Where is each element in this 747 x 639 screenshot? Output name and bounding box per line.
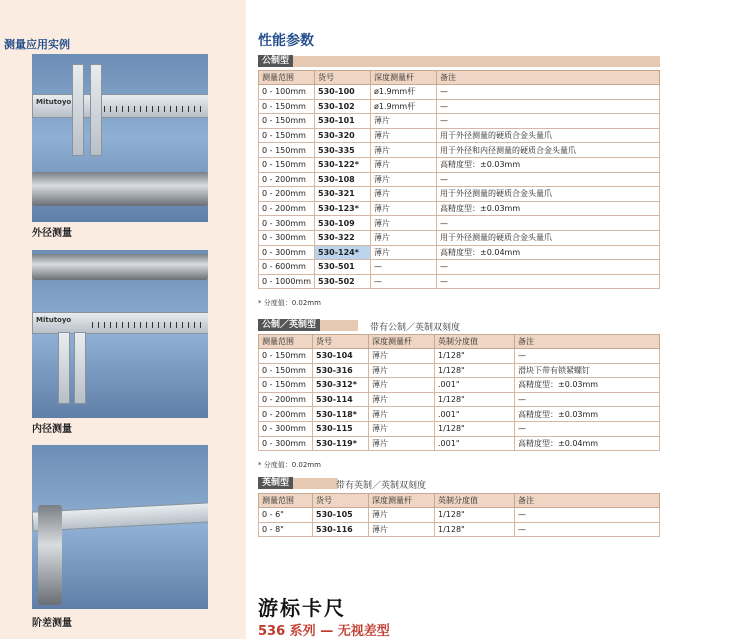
table-cell: 薄片 (369, 392, 435, 407)
workpiece-cylinder (32, 254, 208, 280)
part-number-cell: 530-116 (313, 522, 369, 537)
part-number-cell: 530-502 (315, 274, 371, 289)
table-cell: 0 - 8" (259, 522, 313, 537)
table-row (259, 143, 660, 158)
table-cell: — (515, 508, 660, 523)
table-cell: 薄片 (369, 349, 435, 364)
part-number-cell: 530-102 (315, 99, 371, 114)
table-cell: 0 - 150mm (259, 349, 313, 364)
table-cell: 高精度型：±0.03mm (515, 378, 660, 393)
table-row (259, 99, 660, 114)
table-row (259, 436, 660, 451)
part-number-cell: 530-104 (313, 349, 369, 364)
table-row (259, 114, 660, 129)
column-header: 货号 (315, 71, 371, 85)
metric-inch-table (258, 334, 660, 451)
table-cell: — (515, 421, 660, 436)
table-cell: 薄片 (371, 157, 437, 172)
column-header: 深度测量杆 (371, 71, 437, 85)
table-cell: 薄片 (369, 522, 435, 537)
part-number-cell: 530-100 (315, 85, 371, 100)
part-number-cell: 530-322 (315, 230, 371, 245)
table-cell: 0 - 6" (259, 508, 313, 523)
table-cell: 0 - 150mm (259, 99, 315, 114)
table-cell: .001" (435, 407, 515, 422)
table-cell: 薄片 (369, 421, 435, 436)
part-number-cell: 530-316 (313, 363, 369, 378)
table-cell: 高精度型：±0.03mm (437, 157, 660, 172)
column-header: 备注 (515, 335, 660, 349)
part-number-cell: 530-105 (313, 508, 369, 523)
table-cell: 0 - 200mm (259, 392, 313, 407)
caption-outer: 外径测量 (32, 228, 72, 239)
table-cell: — (437, 114, 660, 129)
table-row (259, 216, 660, 231)
inch-table (258, 493, 660, 537)
part-number-cell: 530-119* (313, 436, 369, 451)
column-header: 备注 (437, 71, 660, 85)
table-cell: 滑块下带有锁紧螺钉 (515, 363, 660, 378)
table-cell: — (515, 522, 660, 537)
part-number-cell: 530-118* (313, 407, 369, 422)
part-number-cell: 530-109 (315, 216, 371, 231)
table-cell: 用于外径测量的硬质合金头量爪 (437, 230, 660, 245)
table-cell: 薄片 (371, 187, 437, 202)
table-cell: — (437, 85, 660, 100)
table-cell: 0 - 150mm (259, 363, 313, 378)
column-header: 测量范围 (259, 71, 315, 85)
caliper-scale (92, 322, 202, 328)
caliper-jaw (72, 64, 84, 156)
table-cell: 高精度型：±0.03mm (437, 201, 660, 216)
inner-diameter-photo (32, 250, 208, 418)
table-cell: — (437, 99, 660, 114)
table-row (259, 85, 660, 100)
table-cell: 0 - 300mm (259, 245, 315, 260)
caliper-jaw (58, 332, 70, 404)
table-row (259, 187, 660, 202)
table-cell: — (515, 349, 660, 364)
part-number-cell: 530-122* (315, 157, 371, 172)
caliper-jaw (90, 64, 102, 156)
table-cell: ø1.9mm杆 (371, 99, 437, 114)
table-row (259, 363, 660, 378)
metric-inch-tag: 公制／英制型 (258, 319, 320, 331)
inch-tag: 英制型 (258, 477, 293, 489)
table-cell: 1/128" (435, 363, 515, 378)
column-header: 深度测量杆 (369, 335, 435, 349)
table-cell: 1/128" (435, 392, 515, 407)
table-cell: 0 - 150mm (259, 378, 313, 393)
table-cell: 高精度型：±0.04mm (437, 245, 660, 260)
table-cell: 0 - 200mm (259, 187, 315, 202)
table-row (259, 201, 660, 216)
metric-tag: 公制型 (258, 55, 293, 67)
column-header: 测量范围 (259, 335, 313, 349)
metric-band (258, 56, 660, 67)
part-number-cell: 530-101 (315, 114, 371, 129)
part-number-cell: 530-321 (315, 187, 371, 202)
table-cell: 薄片 (369, 378, 435, 393)
table-cell: 0 - 150mm (259, 128, 315, 143)
spec-title: 性能参数 (258, 33, 314, 49)
table-cell: 0 - 300mm (259, 436, 313, 451)
table-cell: 薄片 (371, 143, 437, 158)
caption-inner: 内径测量 (32, 424, 72, 435)
workpiece-cylinder (32, 172, 208, 206)
table-cell: — (515, 392, 660, 407)
table-row (259, 378, 660, 393)
application-examples-panel (0, 0, 246, 639)
table-cell: 0 - 300mm (259, 216, 315, 231)
table-cell: .001" (435, 436, 515, 451)
series-title: 536 系列 — 无视差型 (258, 624, 390, 639)
table-cell: — (371, 260, 437, 275)
table-cell: 0 - 600mm (259, 260, 315, 275)
table-cell: 0 - 200mm (259, 201, 315, 216)
table-cell: 1/128" (435, 349, 515, 364)
table-cell: 薄片 (371, 216, 437, 231)
table-cell: 薄片 (371, 245, 437, 260)
column-header: 货号 (313, 494, 369, 508)
table-cell: 薄片 (371, 114, 437, 129)
metric-note: * 分度值：0.02mm (258, 299, 321, 307)
table-row (259, 172, 660, 187)
inch-tag-note: 带有英制／英制双刻度 (336, 481, 427, 491)
brand-logo: Mitutoyo (36, 98, 72, 106)
table-row (259, 508, 660, 523)
metric-inch-tag-note: 带有公制／英制双刻度 (370, 323, 461, 333)
table-row (259, 245, 660, 260)
part-number-cell: 530-114 (313, 392, 369, 407)
table-cell: 薄片 (369, 436, 435, 451)
table-cell: — (437, 216, 660, 231)
application-section-title: 测量应用实例 (4, 38, 70, 51)
metric-inch-note: * 分度值：0.02mm (258, 461, 321, 469)
table-cell: 0 - 150mm (259, 114, 315, 129)
table-row (259, 407, 660, 422)
table-cell: 薄片 (371, 230, 437, 245)
table-cell: 薄片 (369, 407, 435, 422)
part-number-cell: 530-124* (315, 245, 371, 260)
product-title: 游标卡尺 (258, 596, 346, 620)
table-row (259, 421, 660, 436)
table-cell: 高精度型：±0.03mm (515, 407, 660, 422)
table-row (259, 392, 660, 407)
part-number-cell: 530-335 (315, 143, 371, 158)
table-cell: ø1.9mm杆 (371, 85, 437, 100)
table-row (259, 274, 660, 289)
table-row (259, 260, 660, 275)
part-number-cell: 530-123* (315, 201, 371, 216)
table-cell: 0 - 150mm (259, 143, 315, 158)
table-cell: 1/128" (435, 421, 515, 436)
table-cell: 用于外径和内径测量的硬质合金头量爪 (437, 143, 660, 158)
table-cell: 用于外径测量的硬质合金头量爪 (437, 128, 660, 143)
column-header: 货号 (313, 335, 369, 349)
part-number-cell: 530-115 (313, 421, 369, 436)
table-cell: .001" (435, 378, 515, 393)
part-number-cell: 530-501 (315, 260, 371, 275)
column-header: 测量范围 (259, 494, 313, 508)
table-cell: 薄片 (371, 172, 437, 187)
table-cell: — (437, 260, 660, 275)
part-number-cell: 530-108 (315, 172, 371, 187)
table-row (259, 522, 660, 537)
caliper-scale (92, 106, 202, 112)
brand-logo: Mitutoyo (36, 316, 72, 324)
table-cell: 薄片 (371, 201, 437, 216)
table-cell: 1/128" (435, 508, 515, 523)
table-cell: 0 - 1000mm (259, 274, 315, 289)
step-photo (32, 445, 208, 609)
table-cell: 0 - 200mm (259, 172, 315, 187)
table-row (259, 349, 660, 364)
table-cell: 0 - 150mm (259, 157, 315, 172)
table-cell: 0 - 300mm (259, 230, 315, 245)
table-cell: 0 - 300mm (259, 421, 313, 436)
table-cell: 0 - 200mm (259, 407, 313, 422)
metric-table (258, 70, 660, 289)
table-cell: 用于外径测量的硬质合金头量爪 (437, 187, 660, 202)
table-cell: — (371, 274, 437, 289)
table-row (259, 230, 660, 245)
table-cell: 薄片 (369, 363, 435, 378)
column-header: 备注 (515, 494, 660, 508)
table-cell: — (437, 274, 660, 289)
column-header: 英制分度值 (435, 335, 515, 349)
table-cell: 0 - 100mm (259, 85, 315, 100)
column-header: 英制分度值 (435, 494, 515, 508)
caliper-jaw (74, 332, 86, 404)
table-cell: 高精度型：±0.04mm (515, 436, 660, 451)
outer-diameter-photo (32, 54, 208, 222)
table-row (259, 157, 660, 172)
workpiece-cylinder (38, 505, 62, 605)
table-cell: 1/128" (435, 522, 515, 537)
table-cell: 薄片 (369, 508, 435, 523)
part-number-cell: 530-320 (315, 128, 371, 143)
table-cell: 薄片 (371, 128, 437, 143)
part-number-cell: 530-312* (313, 378, 369, 393)
spec-panel (246, 0, 747, 639)
table-row (259, 128, 660, 143)
table-cell: — (437, 172, 660, 187)
column-header: 深度测量杆 (369, 494, 435, 508)
caption-step: 阶差测量 (32, 618, 72, 629)
